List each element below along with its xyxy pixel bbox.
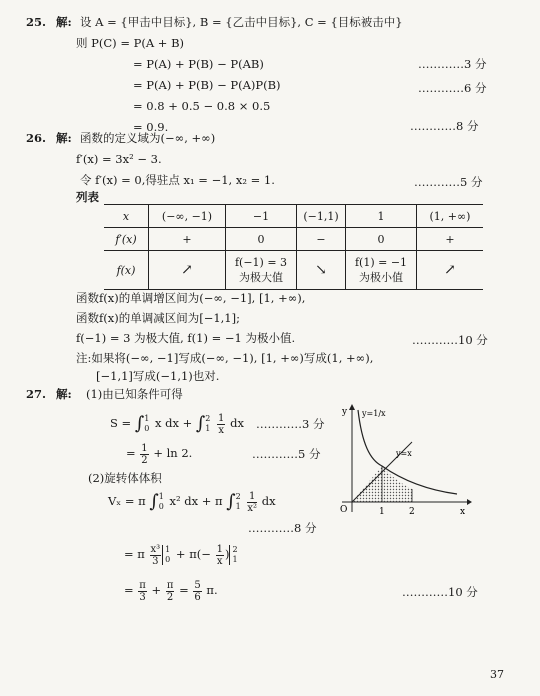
problem-26-number: 26. <box>26 131 47 145</box>
table-cell <box>346 251 417 290</box>
fraction: $\frac{1}{x}$ <box>216 543 223 567</box>
x-axis-arrow-icon <box>467 499 472 505</box>
upper-limit: 2 <box>205 414 211 423</box>
area-graph <box>332 404 472 524</box>
integral-body: x² dx + π <box>169 494 223 508</box>
table-cell: x <box>104 205 149 228</box>
fraction: $\frac{1}{\text{x²}}$ <box>247 490 258 514</box>
table-cell <box>297 251 346 290</box>
problem-26-line-5: 函数f(x)的单调减区间为[−1,1]; <box>76 311 240 325</box>
line-label: y=x <box>396 449 412 458</box>
origin-label: O <box>340 505 348 515</box>
lower-limit: 1 <box>205 424 211 433</box>
equals-pi: = π <box>124 547 145 561</box>
problem-27-score-10: …………10 分 <box>402 585 478 599</box>
evaluation-middle: + π(− <box>175 547 211 561</box>
problem-26-score-10: …………10 分 <box>412 333 488 347</box>
integral-sign: ∫ <box>134 413 145 434</box>
equals: = <box>179 583 189 597</box>
table-cell <box>226 251 297 290</box>
volume-evaluation <box>124 540 240 568</box>
fraction: $\frac{\pi}{3}$ <box>139 579 146 603</box>
y-axis-label: y <box>342 407 348 417</box>
problem-26-line-6: f(−1) = 3 为极大值, f(1) = −1 为极小值. <box>76 331 296 345</box>
upper-limit: 1 <box>144 414 150 423</box>
evaluation-limits <box>162 545 170 565</box>
area-formula <box>110 410 244 437</box>
table-cell: −1 <box>226 205 297 228</box>
volume-result <box>124 576 218 604</box>
integral-limits <box>144 414 149 434</box>
table-cell: (1, +∞) <box>417 205 484 228</box>
problem-26-label: 解: <box>56 131 72 145</box>
increasing-arrow-icon: ↗ <box>444 262 456 278</box>
area-result-tail: + ln 2. <box>153 446 193 460</box>
lower-limit: 1 <box>235 502 241 511</box>
lower-limit: 0 <box>144 424 150 433</box>
y-axis-arrow-icon <box>349 404 355 410</box>
fraction: $\frac{\text{x³}}{3}$ <box>150 543 161 567</box>
increasing-arrow-icon: ↗ <box>181 262 193 278</box>
volume-result-tail: π. <box>206 583 218 597</box>
table-cell: (−∞, −1) <box>149 205 226 228</box>
upper-limit: 2 <box>232 545 238 554</box>
equals: = <box>126 446 136 460</box>
problem-25-score-8: …………8 分 <box>410 119 479 133</box>
table-cell: + <box>149 228 226 251</box>
plus: + <box>151 583 162 597</box>
problem-25-number: 25. <box>26 15 47 29</box>
curve-label: y=1/x <box>362 409 386 418</box>
table-cell: f′(x) <box>104 228 149 251</box>
table-row-function <box>104 251 483 290</box>
page-number: 37 <box>490 668 504 681</box>
problem-25-line-5: = 0.9. <box>133 120 169 134</box>
integral-sign: ∫ <box>195 413 206 434</box>
fraction: $\frac{5}{6}$ <box>194 579 201 603</box>
problem-27-label: 解: <box>56 387 72 401</box>
min-value: f(1) = −1 <box>354 255 408 269</box>
differential: dx <box>230 416 244 430</box>
integral-sign: ∫ <box>149 491 159 512</box>
integral-limits <box>236 492 241 512</box>
table-header-row <box>104 205 483 228</box>
problem-27-part-1: (1)由已知条件可得 <box>86 387 183 401</box>
problem-27-part-2: (2)旋转体体积 <box>88 471 162 485</box>
integral-sign: ∫ <box>226 491 236 512</box>
integral-body: x dx + <box>154 416 193 430</box>
sign-table <box>104 204 483 290</box>
table-cell: 1 <box>346 205 417 228</box>
problem-26-line-2: f′(x) = 3x² − 3. <box>76 152 162 166</box>
problem-26-line-1: 函数的定义域为(−∞, +∞) <box>80 131 216 145</box>
table-cell: 0 <box>226 228 297 251</box>
table-cell: f(x) <box>104 251 149 290</box>
upper-limit: 1 <box>158 492 164 501</box>
max-value: f(−1) = 3 <box>234 255 288 269</box>
fraction: $\frac{1}{2}$ <box>141 442 148 466</box>
problem-26-score-5: …………5 分 <box>414 175 483 189</box>
table-cell <box>417 251 484 290</box>
problem-26-note-1: 注:如果将(−∞, −1]写成(−∞, −1), [1, +∞)写成(1, +∞), <box>76 351 374 365</box>
problem-27-number: 27. <box>26 387 47 401</box>
problem-26-line-4: 函数f(x)的单调增区间为(−∞, −1], [1, +∞), <box>76 291 306 305</box>
table-cell <box>149 251 226 290</box>
tick-label-1: 1 <box>379 507 385 517</box>
equals: = <box>124 583 134 597</box>
fraction: $\frac{1}{x}$ <box>218 412 225 436</box>
lower-limit: 1 <box>232 555 238 564</box>
integral-limits <box>205 414 210 434</box>
problem-27-score-3: …………3 分 <box>256 417 325 431</box>
max-note: 为极大值 <box>239 270 283 284</box>
table-cell: 0 <box>346 228 417 251</box>
lower-limit: 0 <box>165 555 171 564</box>
tick-label-2: 2 <box>409 507 415 517</box>
problem-25-score-3: …………3 分 <box>418 57 487 71</box>
volume-lhs: Vₓ = π <box>108 494 146 508</box>
problem-25-line-2: = P(A) + P(B) − P(AB) <box>133 57 264 71</box>
table-cell: (−1,1) <box>297 205 346 228</box>
fraction: $\frac{\pi}{2}$ <box>166 579 174 603</box>
problem-26-line-3: 令 f′(x) = 0,得驻点 x₁ = −1, x₂ = 1. <box>80 173 275 187</box>
problem-27-score-8: …………8 分 <box>248 521 317 535</box>
upper-limit: 2 <box>235 492 241 501</box>
problem-25-label: 解: <box>56 15 72 29</box>
table-cell: + <box>417 228 484 251</box>
close-paren: ) <box>224 547 230 561</box>
area-lhs: S = <box>110 416 132 430</box>
problem-25-line-1: 则 P(C) = P(A + B) <box>76 36 185 50</box>
table-label: 列表 <box>76 190 99 204</box>
problem-27-score-5: …………5 分 <box>252 447 321 461</box>
problem-25-line-4: = 0.8 + 0.5 − 0.8 × 0.5 <box>133 99 271 113</box>
differential: dx <box>261 494 276 508</box>
min-note: 为极小值 <box>359 270 403 284</box>
table-row-derivative <box>104 228 483 251</box>
problem-26-note-2: [−1,1]写成(−1,1)也对. <box>96 369 220 383</box>
area-result <box>126 440 192 466</box>
table-cell: − <box>297 228 346 251</box>
problem-25-setup: 设 A = {甲击中目标}, B = {乙击中目标}, C = {目标被击中} <box>80 15 403 29</box>
upper-limit: 1 <box>165 545 171 554</box>
decreasing-arrow-icon: ↘ <box>315 262 327 278</box>
problem-25-score-6: …………6 分 <box>418 81 487 95</box>
lower-limit: 0 <box>158 502 164 511</box>
problem-25-line-3: = P(A) + P(B) − P(A)P(B) <box>133 78 281 92</box>
volume-formula <box>108 488 276 515</box>
x-axis-label: x <box>460 507 466 517</box>
integral-limits <box>159 492 164 512</box>
evaluation-limits <box>229 545 237 565</box>
